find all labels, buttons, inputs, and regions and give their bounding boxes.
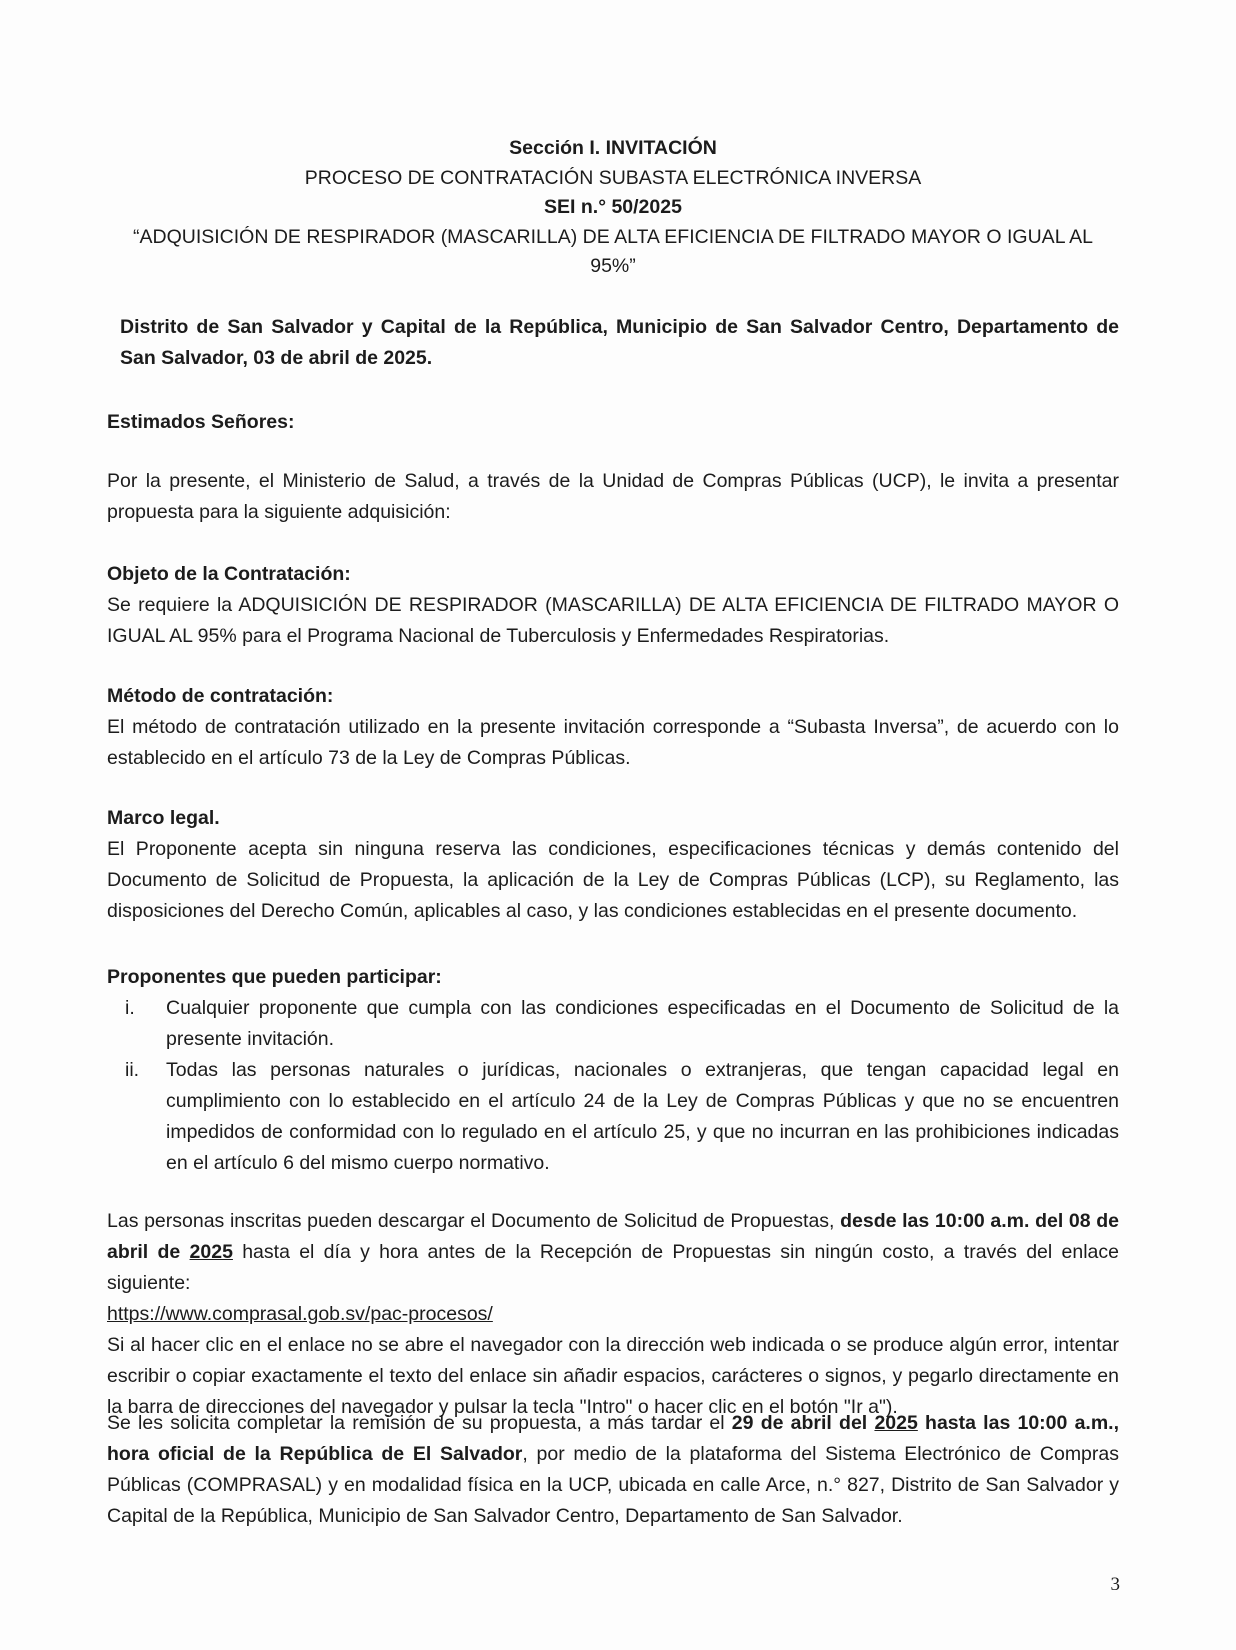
- section-title: Sección I. INVITACIÓN: [509, 137, 717, 159]
- document-header: [107, 134, 1119, 282]
- greeting: Estimados Señores:: [107, 411, 295, 433]
- remision-time: hasta las 10:00 a.m., hora oficial de la República de El Salvador: [107, 1412, 1120, 1465]
- objeto-section: [107, 559, 1119, 652]
- intro-paragraph: Por la presente, el Ministerio de Salud, a través de la Unidad de Compras Públicas (UCP), le invita a presentar propuesta para la siguiente adquisición:: [107, 470, 1119, 523]
- remision-date: 29 de abril del: [731, 1412, 875, 1434]
- process-number: SEI n.° 50/2025: [544, 196, 682, 218]
- objeto-text: Se requiere la ADQUISICIÓN DE RESPIRADOR (MASCARILLA) DE ALTA EFICIENCIA DE FILTRADO MAYOR O IGUAL AL 95% para el Programa Nacional de Tuberculosis y Enfermedades Respiratorias.: [107, 594, 1119, 647]
- metodo-section: [107, 681, 1119, 774]
- list-item-text: Cualquier proponente que cumpla con las condiciones especificadas en el Documento de Solicitud de la presente invitación.: [166, 997, 1119, 1050]
- process-title: PROCESO DE CONTRATACIÓN SUBASTA ELECTRÓNICA INVERSA: [304, 166, 922, 189]
- descarga-text-2: hasta el día y hora antes de la Recepción de Propuestas sin ningún costo, a través del enlace siguiente:: [107, 1241, 1119, 1294]
- acquisition-title: “ADQUISICIÓN DE RESPIRADOR (MASCARILLA) DE ALTA EFICIENCIA DE FILTRADO MAYOR O IGUAL AL 95%”: [132, 225, 1094, 277]
- metodo-heading: Método de contratación:: [107, 685, 334, 707]
- marco-heading: Marco legal.: [107, 807, 220, 829]
- remision-paragraph: [107, 1408, 1119, 1532]
- proponentes-list: [107, 993, 1119, 1179]
- proponentes-heading: Proponentes que pueden participar:: [107, 966, 442, 988]
- link-help-text: Si al hacer clic en el enlace no se abre el navegador con la dirección web indicada o se produce algún error, intentar escribir o copiar exactamente el texto del enlace sin añadir espacios, carácteres o signos, y pegarlo directamente en la barra de direcciones del navegador y pulsar la tecla "Intro" o hacer clic en el botón "Ir a").: [107, 1334, 1119, 1418]
- marco-section: [107, 803, 1119, 927]
- descarga-year: 2025: [189, 1241, 233, 1263]
- objeto-heading: Objeto de la Contratación:: [107, 563, 351, 585]
- descarga-paragraph: [107, 1206, 1119, 1423]
- remision-text-2: , por medio de la plataforma del Sistema Electrónico de Compras Públicas (COMPRASAL) y en modalidad física en la UCP, ubicada en calle Arce, n.° 827, Distrito de San Salvador y Capital de la República, Municipio de San Salvador Centro, Departamento de San Salvador.: [107, 1443, 1119, 1527]
- metodo-text: El método de contratación utilizado en la presente invitación corresponde a “Subasta Inversa”, de acuerdo con lo establecido en el artículo 73 de la Ley de Compras Públicas.: [107, 716, 1119, 769]
- remision-text-1: Se les solicita completar la remisión de su propuesta, a más tardar el: [107, 1412, 732, 1434]
- list-item-number: ii.: [125, 1059, 140, 1081]
- list-item: [107, 1055, 1119, 1179]
- list-item: [107, 993, 1119, 1055]
- descarga-date: desde las 10:00 a.m. del 08 de abril de: [107, 1210, 1119, 1263]
- marco-text: El Proponente acepta sin ninguna reserva las condiciones, especificaciones técnicas y demás contenido del Documento de Solicitud de Propuesta, la aplicación de la Ley de Compras Públicas (LCP), su Reglamento, las disposiciones del Derecho Común, aplicables al caso, y las condiciones establecidas en el presente documento.: [107, 838, 1119, 922]
- list-item-number: i.: [125, 997, 135, 1019]
- list-item-text: Todas las personas naturales o jurídicas, nacionales o extranjeras, que tengan capacidad legal en cumplimiento con lo establecido en el artículo 24 de la Ley de Compras Públicas y que no se encuentren impedidos de conformidad con lo regulado en el artículo 25, y que no incurran en las prohibiciones indicadas en el artículo 6 del mismo cuerpo normativo.: [166, 1059, 1119, 1174]
- comprasal-link[interactable]: https://www.comprasal.gob.sv/pac-procesos/: [107, 1303, 493, 1325]
- remision-year: 2025: [874, 1412, 918, 1434]
- page-number: 3: [1110, 1574, 1120, 1595]
- location-date: Distrito de San Salvador y Capital de la República, Municipio de San Salvador Centro, Departamento de San Salvador, 03 de abril de 2025.: [120, 316, 1119, 369]
- descarga-text-1: Las personas inscritas pueden descargar el Documento de Solicitud de Propuestas,: [107, 1210, 841, 1232]
